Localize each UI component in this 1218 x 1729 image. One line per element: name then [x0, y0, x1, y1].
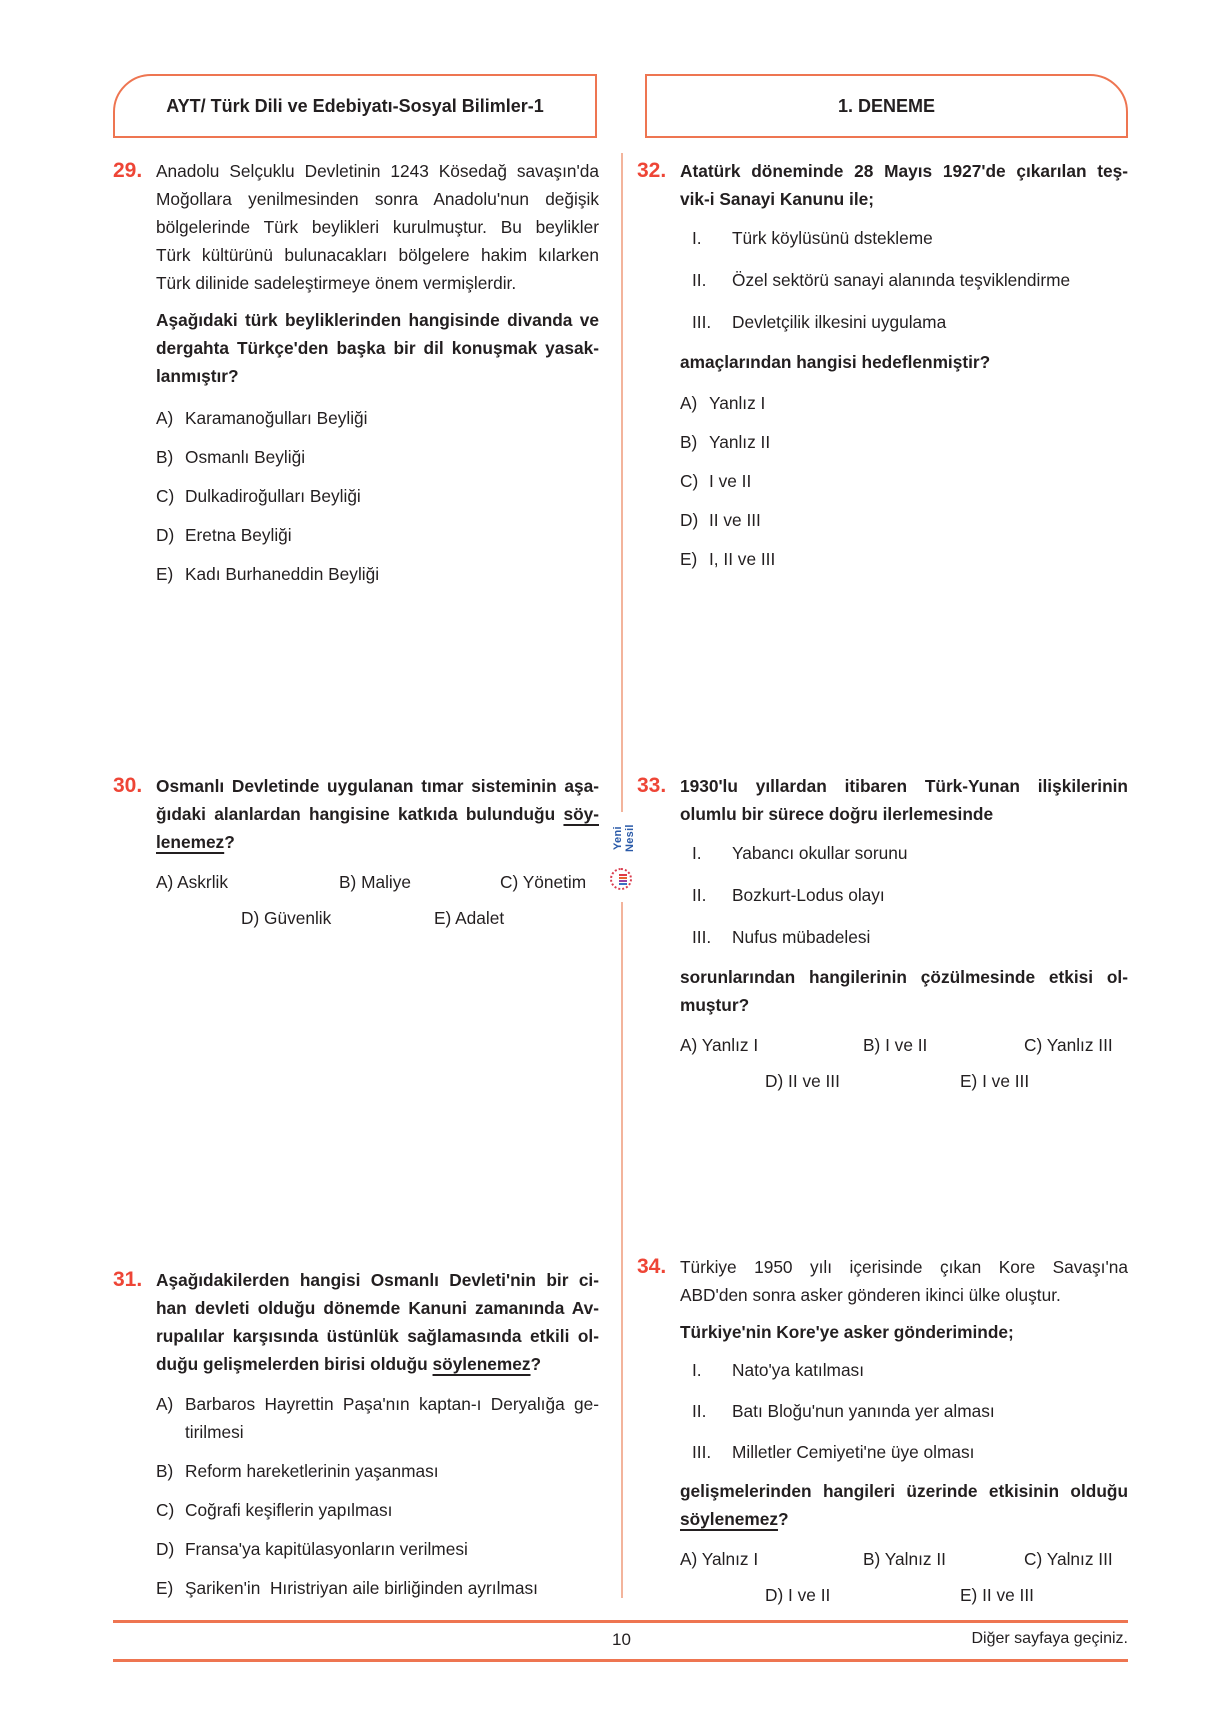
option-d[interactable]: D) Fransa'ya kapitülasyonların verilmesi: [156, 1539, 468, 1559]
option-c[interactable]: C) Yönetim: [500, 872, 587, 892]
option-b[interactable]: B) Osmanlı Beyliği: [156, 447, 306, 467]
question-number: 29.: [113, 159, 143, 182]
question-prompt-line: gelişmelerinden hangileri üzerinde etkisinin olduğu: [680, 1481, 1128, 1501]
options-row: [680, 1545, 1128, 1581]
option-b[interactable]: B) Reform hareketlerinin yaşanması: [156, 1461, 439, 1481]
publisher-name: Yeni Nesil: [612, 824, 636, 852]
statement-3: III. Milletler Cemiyeti'ne üye olması: [692, 1442, 975, 1462]
footer-bottom-rule: [113, 1659, 1128, 1662]
option-c[interactable]: C) Dulkadiroğulları Beyliği: [156, 486, 361, 506]
question-prompt-line: vik-i Sanayi Kanunu ile;: [680, 189, 874, 209]
question-prompt-line: han devleti olduğu dönemde Kanuni zamanında Av-: [156, 1298, 599, 1318]
question-prompt-line: muştur?: [680, 995, 750, 1015]
option-d[interactable]: D) II ve III: [680, 510, 761, 530]
publisher-logo: [608, 812, 636, 902]
option-c[interactable]: C) Yanlız III: [1024, 1035, 1113, 1055]
question-prompt-line: dergahta Türkçe'den başka bir dil konuşmak yasak-: [156, 338, 599, 358]
question-prompt-line: lenemez?: [156, 832, 235, 852]
option-d[interactable]: D) Eretna Beyliği: [156, 525, 292, 545]
test-name-box: [645, 74, 1128, 138]
question-prompt-line: ğıdaki alanlardan hangisine katkıda bulunduğu söy-: [156, 804, 599, 824]
option-b[interactable]: B) Maliye: [339, 872, 412, 892]
option-a-continued: tirilmesi: [185, 1422, 244, 1442]
statement-3: III. Devletçilik ilkesini uygulama: [692, 312, 947, 332]
statement-1: I. Türk köylüsünü dstekleme: [692, 228, 933, 248]
stem-line: ABD'den sonra asker gönderen ikinci ülke oluştur.: [680, 1285, 1061, 1305]
statement-1: I. Yabancı okullar sorunu: [692, 843, 908, 863]
statement-2: II. Özel sektörü sanayi alanında teşviklendirme: [692, 270, 1071, 290]
option-a[interactable]: A) Askrlik: [156, 872, 229, 892]
option-b[interactable]: B) I ve II: [863, 1035, 928, 1055]
option-e[interactable]: E) Adalet: [434, 908, 505, 928]
stem-line: Türk kültürünü bulunacakları bölgelere hakim kılarken: [156, 245, 599, 265]
question-prompt-line: Aşağıdakilerden hangisi Osmanlı Devleti'nin bir ci-: [156, 1270, 599, 1290]
question-prompt-line: sorunlarından hangilerinin çözülmesinde etkisi ol-: [680, 967, 1128, 987]
question-number: 30.: [113, 774, 143, 797]
stem-line: bölgelerinde Türk beylikleri kurulmuştur. Bu beylikler: [156, 217, 599, 237]
question-prompt-line: duğu gelişmelerden birisi olduğu söylenemez?: [156, 1354, 542, 1374]
question-prompt-line: amaçlarından hangisi hedeflenmiştir?: [680, 352, 991, 372]
options-row: [680, 1581, 1128, 1617]
question-34: [637, 1253, 1128, 1617]
publisher-logo-icon: [610, 868, 632, 890]
stem-line: Türkiye 1950 yılı içerisinde çıkan Kore Savaşı'na: [680, 1257, 1128, 1277]
option-a[interactable]: A) Yalnız I: [680, 1549, 759, 1569]
option-e[interactable]: E) I ve III: [960, 1071, 1030, 1091]
question-number: 34.: [637, 1255, 667, 1278]
question-prompt-line: söylenemez?: [680, 1509, 789, 1529]
option-a[interactable]: A) Yanlız I: [680, 1035, 759, 1055]
statement-2: II. Bozkurt-Lodus olayı: [692, 885, 885, 905]
statement-1: I. Nato'ya katılması: [692, 1360, 864, 1380]
question-prompt-line: olumlu bir sürece doğru ilerlemesinde: [680, 804, 994, 824]
question-prompt-line: Osmanlı Devletinde uygulanan tımar sisteminin aşa-: [156, 776, 599, 796]
question-prompt-line: 1930'lu yıllardan itibaren Türk-Yunan ilişkilerinin: [680, 776, 1128, 796]
stem-line: Moğollara yenilmesinden sonra Anadolu'nun değişik: [156, 189, 599, 209]
option-e[interactable]: E) Şariken'in Hıristriyan aile birliğinden ayrılması: [156, 1578, 538, 1598]
next-page-note: Diğer sayfaya geçiniz.: [971, 1630, 1128, 1647]
page-number: 10: [612, 1630, 631, 1649]
option-e[interactable]: E) I, II ve III: [680, 549, 776, 569]
question-number: 31.: [113, 1268, 143, 1291]
exam-title: AYT/ Türk Dili ve Edebiyatı-Sosyal Bilimler-1: [166, 95, 544, 116]
option-d[interactable]: D) I ve II: [765, 1585, 831, 1605]
option-d[interactable]: D) II ve III: [765, 1071, 840, 1091]
options-row: [680, 1067, 1128, 1103]
option-e[interactable]: E) Kadı Burhaneddin Beyliği: [156, 564, 380, 584]
option-a[interactable]: A) Barbaros Hayrettin Paşa'nın kaptan-ı Deryalığa ge-: [156, 1394, 599, 1414]
question-number: 32.: [637, 159, 667, 182]
option-a[interactable]: A) Karamanoğulları Beyliği: [156, 408, 368, 428]
question-29: [113, 157, 599, 588]
option-c[interactable]: C) Coğrafi keşiflerin yapılması: [156, 1500, 393, 1520]
option-b[interactable]: B) Yalnız II: [863, 1549, 946, 1569]
option-c[interactable]: C) I ve II: [680, 471, 752, 491]
option-e[interactable]: E) II ve III: [960, 1585, 1034, 1605]
options-row: [680, 1031, 1128, 1067]
options-row: [156, 868, 599, 904]
exam-title-box: [113, 74, 597, 138]
question-33: [637, 772, 1128, 1103]
option-b[interactable]: B) Yanlız II: [680, 432, 771, 452]
footer-top-rule: [113, 1620, 1128, 1623]
question-32: [637, 157, 1128, 573]
test-name: 1. DENEME: [837, 95, 936, 116]
stem-line: Anadolu Selçuklu Devletinin 1243 Kösedağ savaşın'da: [156, 161, 599, 181]
question-31: [113, 1266, 599, 1602]
question-prompt-line: lanmıştır?: [156, 366, 239, 386]
question-number: 33.: [637, 774, 667, 797]
question-30: [113, 772, 599, 940]
statement-2: II. Batı Bloğu'nun yanında yer alması: [692, 1401, 995, 1421]
statement-3: III. Nufus mübadelesi: [692, 927, 871, 947]
question-prompt-line: Türkiye'nin Kore'ye asker gönderiminde;: [680, 1322, 1014, 1342]
option-d[interactable]: D) Güvenlik: [241, 908, 332, 928]
question-prompt-line: Atatürk döneminde 28 Mayıs 1927'de çıkarılan teş-: [680, 161, 1128, 181]
question-prompt-line: rupalılar karşısında üstünlük sağlamasında etkili ol-: [156, 1326, 599, 1346]
stem-line: Türk dilinide sadeleştirmeye önem vermişlerdir.: [156, 273, 517, 293]
option-c[interactable]: C) Yalnız III: [1024, 1549, 1113, 1569]
question-prompt-line: Aşağıdaki türk beyliklerinden hangisinde divanda ve: [156, 310, 599, 330]
option-a[interactable]: A) Yanlız I: [680, 393, 766, 413]
options-row: [156, 904, 599, 940]
